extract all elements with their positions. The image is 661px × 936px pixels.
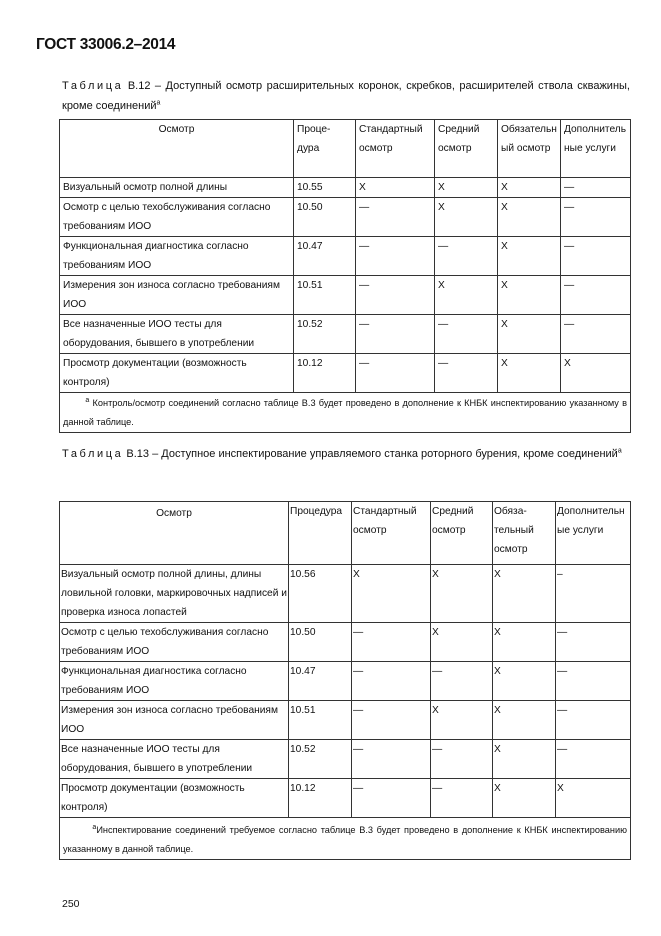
table-cell: X	[498, 178, 561, 198]
table-cell: X	[431, 701, 493, 740]
table-cell: X	[435, 178, 498, 198]
table-cell: 10.52	[289, 740, 352, 779]
table-b12-footnote	[60, 393, 631, 433]
table-b12-footnote-row	[60, 393, 631, 433]
table-cell: 10.52	[294, 315, 356, 354]
table-cell: —	[356, 315, 435, 354]
table-cell: —	[356, 198, 435, 237]
table-cell: —	[431, 662, 493, 701]
table-b13-col-procedure: Процедура	[289, 502, 352, 565]
table-b12	[59, 119, 631, 433]
table-cell: —	[561, 178, 631, 198]
table-b12-caption-label: Таблица	[62, 80, 124, 92]
table-cell: —	[431, 740, 493, 779]
table-cell: —	[561, 237, 631, 276]
table-cell: X	[493, 565, 556, 623]
table-row	[60, 237, 631, 276]
table-b13-col-additional: Дополнительные услуги	[556, 502, 631, 565]
table-cell: 10.50	[294, 198, 356, 237]
table-b13-col-inspection: Осмотр	[60, 502, 289, 565]
table-b13-col-medium: Средний осмотр	[431, 502, 493, 565]
table-cell: X	[493, 623, 556, 662]
table-cell: Просмотр документации (возможность контроля)	[60, 779, 289, 818]
table-cell: X	[498, 237, 561, 276]
table-cell: X	[493, 779, 556, 818]
table-cell: —	[352, 779, 431, 818]
table-row	[60, 662, 631, 701]
table-b13-caption	[62, 444, 630, 464]
table-cell: —	[352, 623, 431, 662]
table-cell: X	[431, 565, 493, 623]
table-cell: –	[556, 565, 631, 623]
table-b12-caption-text: В.12 – Доступный осмотр расширительных коронок, скребков, расширителей ствола скважины, кроме соединений	[62, 80, 630, 112]
table-cell: —	[435, 354, 498, 393]
table-cell: 10.12	[294, 354, 356, 393]
table-cell: —	[556, 740, 631, 779]
table-cell: Все назначенные ИОО тесты для оборудования, бывшего в употреблении	[60, 315, 294, 354]
table-b13-caption-label: Таблица	[62, 448, 124, 460]
table-b12-col-procedure: Проце-дура	[294, 120, 356, 178]
table-cell: X	[493, 701, 556, 740]
table-b13-footnote-row	[60, 818, 631, 860]
table-b13-col-standard: Стандартный осмотр	[352, 502, 431, 565]
table-cell: —	[356, 354, 435, 393]
table-cell: 10.51	[289, 701, 352, 740]
table-b12-caption	[62, 76, 630, 116]
table-cell: —	[435, 237, 498, 276]
table-row	[60, 178, 631, 198]
table-cell: Осмотр с целью техобслуживания согласно требованиям ИОО	[60, 623, 289, 662]
table-cell: —	[352, 701, 431, 740]
table-cell: Визуальный осмотр полной длины, длины ловильной головки, маркировочных надписей и проверка износа лопастей	[60, 565, 289, 623]
table-cell: 10.47	[289, 662, 352, 701]
table-b12-col-standard: Стандартный осмотр	[356, 120, 435, 178]
table-cell: —	[561, 315, 631, 354]
table-cell: 10.47	[294, 237, 356, 276]
table-cell: —	[431, 779, 493, 818]
table-cell: Просмотр документации (возможность контроля)	[60, 354, 294, 393]
table-b12-col-inspection: Осмотр	[60, 120, 294, 178]
table-row	[60, 740, 631, 779]
table-cell: Все назначенные ИОО тесты для оборудования, бывшего в употреблении	[60, 740, 289, 779]
table-cell: —	[556, 623, 631, 662]
table-cell: X	[498, 315, 561, 354]
table-cell: X	[431, 623, 493, 662]
table-b13-col-mandatory: Обяза-тельный осмотр	[493, 502, 556, 565]
table-cell: Визуальный осмотр полной длины	[60, 178, 294, 198]
table-cell: —	[356, 276, 435, 315]
table-cell: Функциональная диагностика согласно требованиям ИОО	[60, 237, 294, 276]
table-cell: 10.56	[289, 565, 352, 623]
table-row	[60, 315, 631, 354]
table-cell: 10.51	[294, 276, 356, 315]
table-cell: X	[493, 740, 556, 779]
table-cell: —	[352, 740, 431, 779]
table-cell: X	[498, 354, 561, 393]
table-cell: 10.55	[294, 178, 356, 198]
table-b12-header-row	[60, 120, 631, 178]
table-row	[60, 198, 631, 237]
table-row	[60, 779, 631, 818]
table-cell: X	[556, 779, 631, 818]
table-row	[60, 565, 631, 623]
table-cell: —	[561, 276, 631, 315]
table-b12-col-medium: Средний осмотр	[435, 120, 498, 178]
table-cell: X	[498, 276, 561, 315]
table-b12-footnote-text: Контроль/осмотр соединений согласно таблице В.3 будет проведено в дополнение к КНБК инспектированию указанному в данной таблице.	[63, 398, 627, 427]
table-b13-caption-text: В.13 – Доступное инспектирование управляемого станка роторного бурения, кроме соединений	[126, 448, 618, 460]
table-cell: X	[352, 565, 431, 623]
table-cell: Осмотр с целью техобслуживания согласно требованиям ИОО	[60, 198, 294, 237]
table-cell: 10.12	[289, 779, 352, 818]
document-code: ГОСТ 33006.2–2014	[36, 36, 176, 53]
table-cell: X	[493, 662, 556, 701]
table-cell: —	[352, 662, 431, 701]
table-cell: X	[498, 198, 561, 237]
table-row	[60, 354, 631, 393]
table-cell: X	[356, 178, 435, 198]
table-cell: 10.50	[289, 623, 352, 662]
table-b12-col-mandatory: Обязательный осмотр	[498, 120, 561, 178]
table-row	[60, 623, 631, 662]
table-row	[60, 276, 631, 315]
table-b12-col-additional: Дополнительные услуги	[561, 120, 631, 178]
table-cell: —	[556, 701, 631, 740]
table-cell: X	[435, 276, 498, 315]
table-b13-caption-footnote-mark: a	[617, 447, 622, 455]
page-number: 250	[62, 898, 80, 910]
table-cell: Измерения зон износа согласно требованиям ИОО	[60, 276, 294, 315]
table-cell: X	[561, 354, 631, 393]
table-b13	[59, 501, 631, 860]
table-b13-header-row	[60, 502, 631, 565]
table-cell: —	[435, 315, 498, 354]
table-b13-footnote-text: Инспектирование соединений требуемое согласно таблице В.3 будет проведено в дополнение к КНБК инспектированию указанному в данной таблице.	[63, 825, 627, 854]
table-cell: Измерения зон износа согласно требованиям ИОО	[60, 701, 289, 740]
table-b13-footnote	[60, 818, 631, 860]
table-cell: Функциональная диагностика согласно требованиям ИОО	[60, 662, 289, 701]
table-cell: —	[561, 198, 631, 237]
table-row	[60, 701, 631, 740]
table-cell: X	[435, 198, 498, 237]
table-b13-footnote-mark: a	[92, 823, 97, 831]
table-cell: —	[556, 662, 631, 701]
table-cell: —	[356, 237, 435, 276]
table-b12-footnote-mark: a	[85, 396, 90, 404]
table-b12-caption-footnote-mark: a	[156, 99, 161, 107]
